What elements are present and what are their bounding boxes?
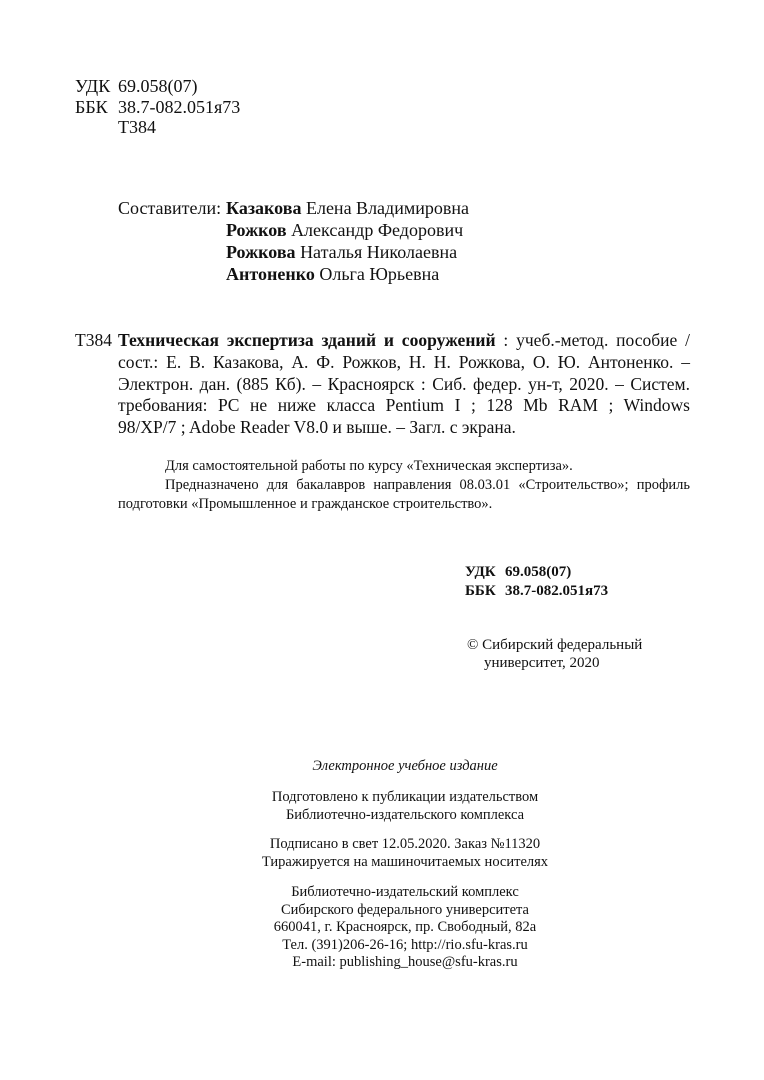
publication-info-block — [118, 835, 692, 871]
compilers-block — [118, 197, 469, 285]
publisher-university: Сибирского федерального университета — [281, 901, 529, 918]
imprint-line: Подготовлено к публикации издательством — [271, 789, 539, 805]
spacer — [118, 219, 226, 241]
udk-value: 69.058(07) — [118, 76, 198, 96]
bbk-value: 38.7-082.051я73 — [505, 582, 609, 599]
entry-line-text: : учеб.-метод. пособие / — [503, 330, 690, 350]
annotation-line: Для самостоятельной работы по курсу «Техническая экспертиза». — [165, 457, 573, 474]
bibliographic-entry — [118, 330, 690, 439]
publisher-email: E-mail: publishing_house@sfu-kras.ru — [292, 954, 518, 970]
compiler-surname: Антоненко — [226, 264, 315, 284]
publisher-name: Библиотечно-издательский комплекс — [291, 884, 519, 900]
compiler-surname: Казакова — [226, 198, 302, 218]
bbk-row — [75, 97, 240, 118]
compiler-row — [118, 241, 469, 263]
compiler-name — [226, 241, 457, 263]
bbk-label: ББК — [465, 582, 496, 599]
compiler-given-names: Наталья Николаевна — [300, 242, 458, 262]
udk-label: УДК — [75, 76, 111, 96]
compiler-surname: Рожкова — [226, 242, 296, 262]
compiler-name — [226, 263, 439, 285]
compiler-row — [118, 263, 469, 285]
entry-line: сост.: Е. В. Казакова, А. Ф. Рожков, Н. Н. Рожкова, О. Ю. Антоненко. – — [118, 351, 690, 372]
prepared-by-block — [118, 789, 692, 824]
udk-value: 69.058(07) — [505, 563, 572, 580]
spacer — [75, 117, 118, 138]
udk-row — [75, 76, 240, 97]
entry-line: требования: PC не ниже класса Pentium I ; 128 Mb RAM ; Windows — [118, 395, 690, 416]
annotation-line: Предназначено для бакалавров направления 08.03.01 «Строительство»; профиль — [165, 476, 690, 493]
imprint-line: Тиражируется на машиночитаемых носителях — [261, 854, 549, 870]
author-mark: Т384 — [118, 117, 156, 137]
copyright-notice — [467, 636, 642, 672]
entry-line: Электрон. дан. (885 Кб). – Красноярск : Сиб. федер. ун-т, 2020. – Систем. — [118, 373, 690, 394]
annotation-line: подготовки «Промышленное и гражданское строительство». — [118, 495, 493, 512]
spacer — [118, 263, 226, 285]
bbk-row — [465, 582, 608, 601]
compilers-label: Составители: — [118, 198, 222, 218]
publisher-contacts-block — [118, 884, 692, 972]
edition-type: Электронное учебное издание — [312, 758, 498, 774]
annotation — [118, 457, 690, 514]
bbk-label: ББК — [75, 96, 108, 117]
entry-title: Техническая экспертиза зданий и сооружений — [118, 330, 496, 350]
compiler-row — [118, 197, 469, 219]
compiler-given-names: Ольга Юрьевна — [319, 264, 440, 284]
copyright-line: © Сибирский федеральный — [467, 637, 643, 653]
author-mark-row — [75, 117, 240, 138]
classification-codes — [465, 563, 608, 601]
udk-label: УДК — [465, 563, 496, 580]
imprint-line: Подписано в свет 12.05.2020. Заказ №11320 — [269, 836, 541, 852]
spacer — [118, 241, 226, 263]
compiler-row — [118, 219, 469, 241]
classification-header — [75, 76, 240, 138]
publisher-phone-url: Тел. (391)206-26-16; http://rio.sfu-kras.ru — [282, 936, 528, 953]
udk-row — [465, 563, 608, 582]
entry-line: 98/XP/7 ; Adobe Reader V8.0 и выше. – Загл. с экрана. — [118, 417, 516, 437]
compiler-surname: Рожков — [226, 220, 287, 240]
bbk-value: 38.7-082.051я73 — [118, 96, 241, 117]
compiler-given-names: Александр Федорович — [291, 220, 464, 240]
imprint-line: Библиотечно-издательского комплекса — [285, 806, 525, 823]
entry-author-mark: Т384 — [75, 330, 112, 350]
entry-line — [118, 330, 690, 352]
publisher-address: 660041, г. Красноярск, пр. Свободный, 82а — [273, 919, 537, 935]
compiler-name — [226, 219, 463, 241]
compiler-name — [226, 197, 469, 219]
compiler-given-names: Елена Владимировна — [305, 198, 469, 218]
copyright-line: университет, 2020 — [484, 655, 600, 671]
